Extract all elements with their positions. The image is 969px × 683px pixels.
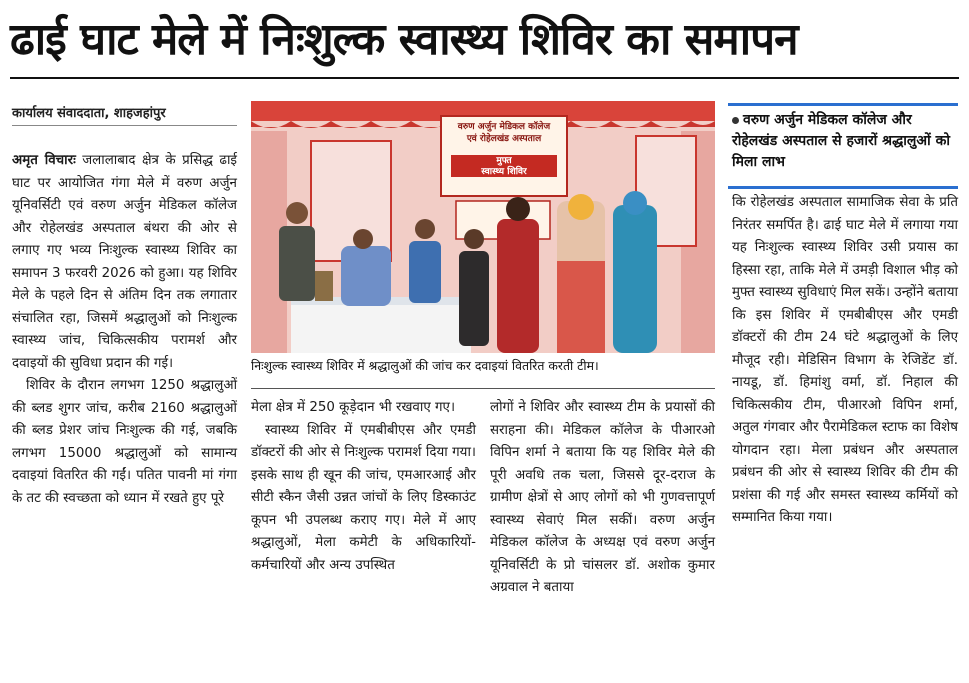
column4-paragraph-1: कि रोहेलखंड अस्पताल सामाजिक सेवा के प्रति निरंतर समर्पित है। ढाई घाट मेले में लगाया गया यह निःशुल्क स्वास्थ्य शिविर उसी प्रयास का हिस्सा रहा, ताकि मेले में उमड़ी विशाल भीड़ को मुफ्त स्वास्थ्य सुविधाएं मिल सकें। उन्होंने बताया कि इस शिविर में एमबीबीएस और एमडी डॉक्टरों की टीम 24 घंटे श्रद्धालुओं के लिए मौजूद रही। मेडिसिन विभाग के रेजिडेंट डॉ. नायडू, डॉ. हिमांशु वर्मा, डॉ. निहाल की चिकित्सकीय टीम, पीआरओ विपिन शर्मा, अतुल गंगवार और पैरामेडिकल स्टाफ का विशेष योगदान रहा। मेला प्रबंधन और अस्पताल प्रबंधन की ओर से स्वास्थ्य शिविर की टीम की प्रशंसा की गई और समस्त स्वास्थ्य कर्मियों को सम्मानित किया गया। bbox=[732, 195, 958, 525]
column1-para1-text: जलालाबाद क्षेत्र के प्रसिद्ध ढाई घाट पर आयोजित गंगा मेले में वरुण अर्जुन यूनिवर्सिटी एवं वरुण अर्जुन मेडिकल कॉलेज और रोहेलखंड अस्पताल बंथरा की ओर से लगाए गए भव्य निःशुल्क स्वास्थ्य शिविर का समापन 3 फरवरी 2026 को हुआ। यह शिविर मेले के पहले दिन से अंतिम दिन तक लगातार संचालित रहा, जिसमें श्रद्धालुओं को निःशुल्क स्वास्थ्य जांच, चिकित्सकीय परामर्श और दवाइयों की सुविधा प्रदान की गई। bbox=[12, 153, 237, 371]
column1-paragraph-2: शिविर के दौरान लगभग 1250 श्रद्धालुओं की ब्लड शुगर जांच, करीब 2160 श्रद्धालुओं की ब्लड प्रेशर जांच निःशुल्क की गई, जबकि लगभग 15000 श्रद्धालुओं को सामान्य दवाइयां वितरित की गईं। पतित पावनी मां गंगा के तट की स्वच्छता को ध्यान में रखते हुए पूरे bbox=[12, 378, 237, 506]
page-headline: ढाई घाट मेले में निःशुल्क स्वास्थ्य शिविर का समापन bbox=[10, 14, 798, 65]
column2-paragraph-1: मेला क्षेत्र में 250 कूड़ेदान भी रखवाए गए। bbox=[251, 400, 456, 415]
photo-banner-line-1: वरुण अर्जुन मेडिकल कॉलेज bbox=[457, 122, 551, 132]
caption-rule bbox=[251, 388, 715, 389]
article-column-1 bbox=[12, 150, 237, 510]
photo-banner-line-4: स्वास्थ्य शिविर bbox=[481, 167, 527, 177]
column1-paragraph-1 bbox=[12, 150, 237, 375]
photo-caption: निःशुल्क स्वास्थ्य शिविर में श्रद्धालुओं की जांच कर दवाइयां वितरित करती टीम। bbox=[251, 358, 599, 373]
highlight-text bbox=[732, 110, 957, 173]
column3-paragraph-1: लोगों ने शिविर और स्वास्थ्य टीम के प्रयासों की सराहना की। मेडिकल कॉलेज के पीआरओ विपिन शर्मा ने बताया कि यह शिविर मेले की पूरी अवधि तक चला, जिससे दूर-दराज के ग्रामीण क्षेत्रों से आए लोगों को भी गुणवत्तापूर्ण स्वास्थ्य सेवाएं मिल सकीं। वरुण अर्जुन मेडिकल कॉलेज के अध्यक्ष एवं वरुण अर्जुन यूनिवर्सिटी के प्रो चांसलर डॉ. अशोक कुमार अग्रवाल ने बताया bbox=[490, 400, 715, 595]
photo-banner-line-2: एवं रोहेलखंड अस्पताल bbox=[466, 134, 542, 144]
lead-in: अमृत विचारः bbox=[12, 153, 76, 168]
event-photo bbox=[251, 101, 715, 353]
headline-rule bbox=[10, 77, 959, 79]
highlight-copy: वरुण अर्जुन मेडिकल कॉलेज और रोहेलखंड अस्पताल से हजारों श्रद्धालुओं को मिला लाभ bbox=[732, 112, 950, 170]
bullet-icon bbox=[732, 117, 739, 124]
article-column-3 bbox=[490, 397, 715, 600]
photo-banner-line-3: मुफ्त bbox=[496, 156, 512, 166]
article-column-4 bbox=[732, 192, 958, 530]
article-column-2 bbox=[251, 397, 476, 577]
byline: कार्यालय संवाददाता, शाहजहांपुर bbox=[12, 106, 166, 121]
column2-paragraph-2: स्वास्थ्य शिविर में एमबीबीएस और एमडी डॉक्टरों की ओर से निःशुल्क परामर्श दिया गया। इसके साथ ही खून की जांच, एमआरआई और सीटी स्कैन जैसी उन्नत जांचों के लिए डिस्काउंट कूपन भी उपलब्ध कराए गए। मेले में आए श्रद्धालुओं, मेला कमेटी के अधिकारियों-कर्मचारियों और अन्य उपस्थित bbox=[251, 422, 476, 573]
byline-rule bbox=[12, 125, 237, 126]
